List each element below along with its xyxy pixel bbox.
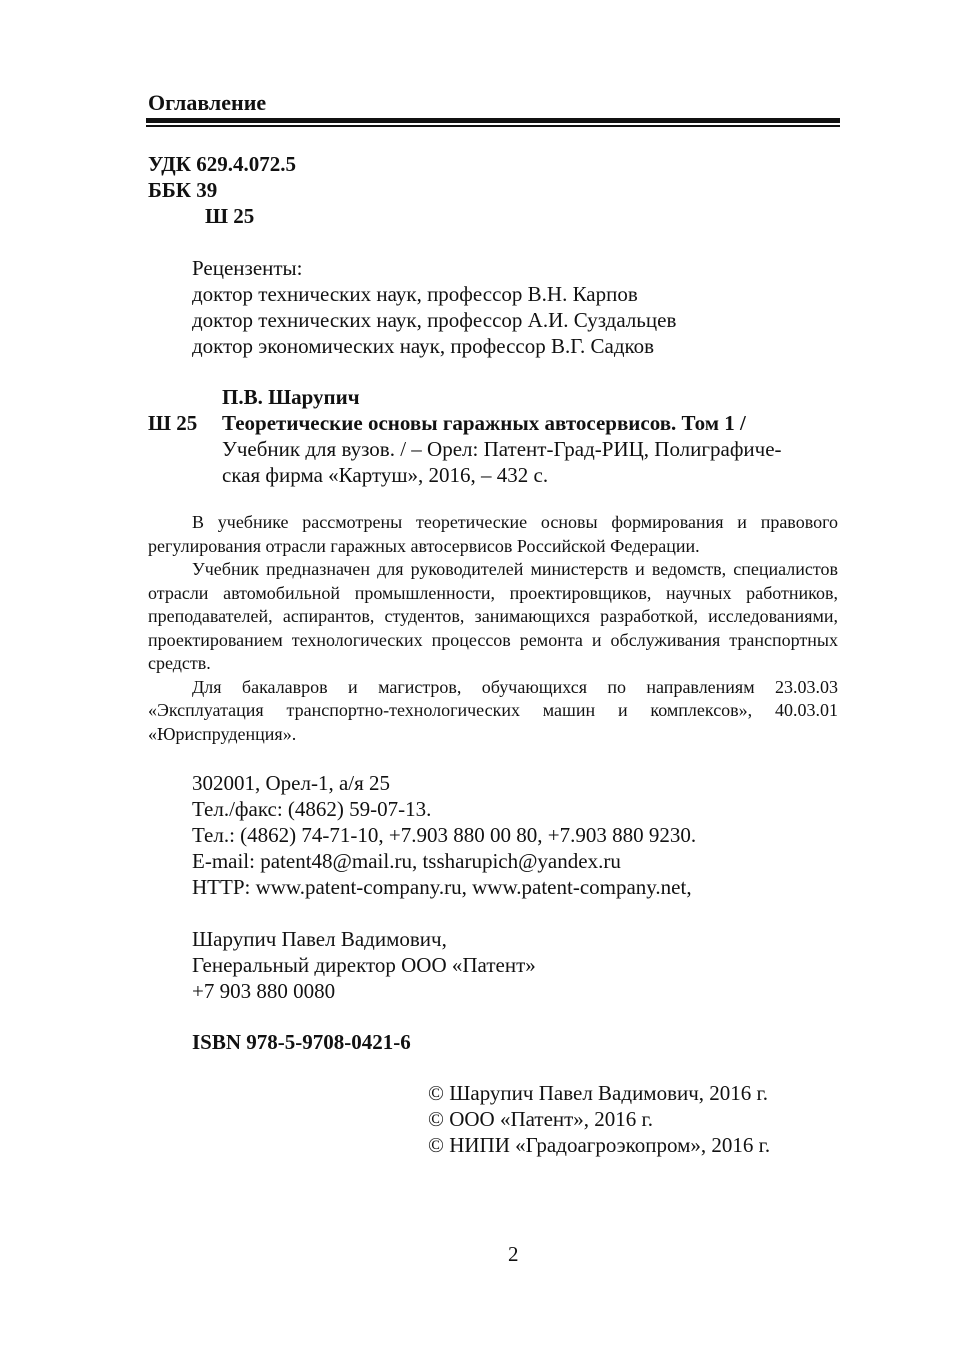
page-number: 2: [508, 1242, 519, 1266]
book-publisher-line: Учебник для вузов. / – Орел: Патент-Град-РИЦ, Полиграфиче-: [222, 437, 782, 461]
reviewers-label: Рецензенты:: [192, 256, 303, 280]
reviewer-item: доктор технических наук, профессор В.Н. Карпов: [192, 282, 638, 306]
section-title: Оглавление: [148, 90, 267, 115]
abstract-paragraph: В учебнике рассмотрены теоретические основы формирования и правового регулирования отрасли гаражных автосервисов Российской Федерации.: [148, 512, 838, 556]
abstract: [148, 511, 838, 746]
reviewer-item: доктор экономических наук, профессор В.Г. Садков: [192, 334, 655, 358]
contact-address: 302001, Орел-1, а/я 25: [192, 771, 391, 795]
abstract-paragraph: Учебник предназначен для руководителей министерств и ведомств, специалистов отрасли автомобильной промышленности, проектировщиков, научных работников, преподавателей, аспирантов, студентов, занимающихся разработкой, исследованиями, проектированием технологических процессов ремонта и обслуживания транспортных средств.: [148, 559, 838, 673]
director-name: Шарупич Павел Вадимович,: [192, 927, 447, 951]
contact-email: E-mail: patent48@mail.ru, tssharupich@yandex.ru: [192, 849, 621, 873]
contact-http: HTTP: www.patent-company.ru, www.patent-company.net,: [192, 875, 692, 899]
copyright-line: © Шарупич Павел Вадимович, 2016 г.: [428, 1081, 769, 1105]
reviewer-item: доктор технических наук, профессор А.И. Суздальцев: [192, 308, 677, 332]
udk-code: УДК 629.4.072.5: [148, 152, 296, 176]
contact-fax: Тел./факс: (4862) 59-07-13.: [192, 797, 432, 821]
copyright-line: © НИПИ «Градоагроэкопром», 2016 г.: [428, 1133, 771, 1157]
book-author: П.В. Шарупич: [222, 385, 360, 409]
book-title: Теоретические основы гаражных автосервисов. Том 1 /: [222, 411, 746, 435]
bibliography-code: Ш 25: [148, 411, 198, 435]
header-rule-thick: [146, 118, 840, 123]
abstract-paragraph: Для бакалавров и магистров, обучающихся по направлениям 23.03.03 «Эксплуатация транспортно-технологических машин и комплексов», 40.03.01 «Юриспруденция».: [148, 676, 838, 744]
director-position: Генеральный директор ООО «Патент»: [192, 953, 536, 977]
isbn: ISBN 978-5-9708-0421-6: [192, 1030, 411, 1054]
book-publisher-line: ская фирма «Картуш», 2016, – 432 с.: [222, 463, 549, 487]
author-mark: Ш 25: [205, 204, 255, 228]
contact-phones: Тел.: (4862) 74-71-10, +7.903 880 00 80, +7.903 880 9230.: [192, 823, 697, 847]
bbk-code: ББК 39: [148, 178, 218, 202]
copyright-line: © ООО «Патент», 2016 г.: [428, 1107, 654, 1131]
header-rule-thin: [146, 125, 840, 127]
director-phone: +7 903 880 0080: [192, 979, 336, 1003]
